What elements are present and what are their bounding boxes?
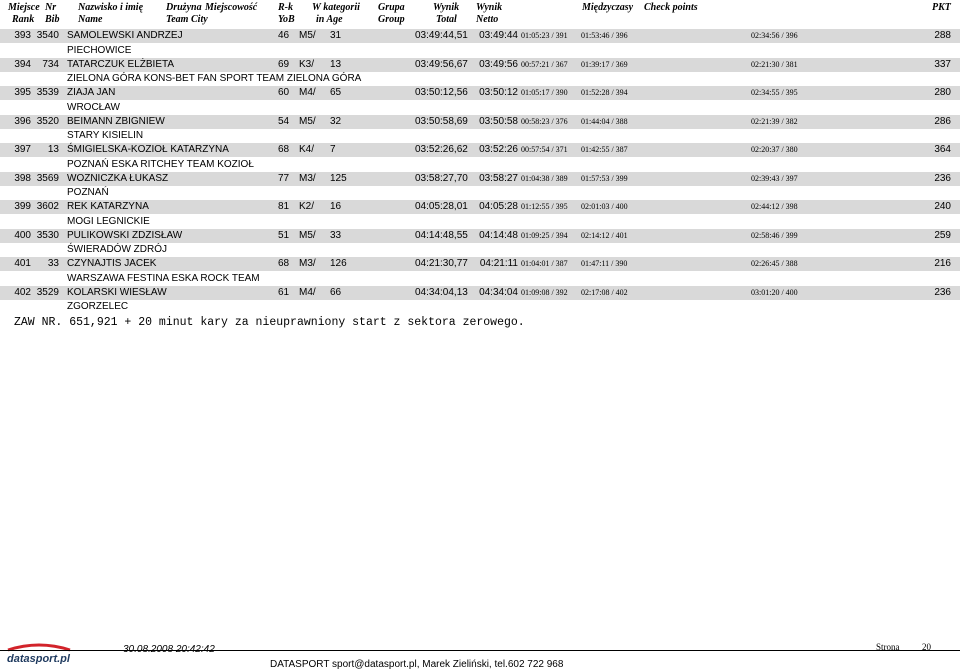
cell-bib: 3530 [36, 229, 59, 241]
results-header [0, 0, 960, 29]
cell-cat-place: 31 [330, 30, 342, 41]
cell-name: BEIMANN ZBIGNIEW [67, 115, 165, 127]
cell-cp2: 01:42:55 / 387 [581, 145, 628, 154]
cell-yob: 54 [278, 115, 290, 127]
table-row [0, 115, 960, 144]
cell-name: REK KATARZYNA [67, 201, 149, 212]
cell-yob: 77 [278, 172, 290, 184]
cell-cp3: 02:26:45 / 388 [751, 259, 798, 268]
cell-rank: 395 [14, 87, 31, 98]
header-miedzyczasy: Międzyczasy [582, 2, 634, 13]
team-line [0, 101, 960, 115]
cell-netto: 03:52:26 [479, 144, 518, 155]
team-line [0, 300, 960, 314]
cell-cat: M3/ [299, 258, 316, 269]
cell-cat-place: 33 [330, 229, 342, 241]
result-line [0, 143, 960, 157]
result-line [0, 86, 960, 100]
cell-team: PIECHOWICE [67, 44, 132, 56]
cell-total: 03:50:58,69 [415, 115, 468, 127]
cell-team: POZNAŃ [67, 187, 109, 198]
cell-bib: 33 [47, 258, 59, 269]
cell-cp2: 01:57:53 / 399 [581, 173, 628, 183]
header-grupa: Grupa [378, 2, 405, 13]
cell-name: SAMOLEWSKI ANDRZEJ [67, 30, 183, 41]
cell-bib: 3569 [36, 172, 59, 184]
cell-yob: 46 [278, 30, 290, 41]
cell-cp1: 00:57:21 / 367 [521, 59, 568, 69]
cell-bib: 3602 [36, 201, 59, 212]
cell-pkt: 236 [934, 286, 951, 298]
cell-total: 04:14:48,55 [415, 229, 468, 241]
cell-netto: 03:49:44 [479, 30, 518, 41]
cell-cat-place: 32 [330, 115, 342, 127]
result-line [0, 58, 960, 72]
cell-cat: K2/ [299, 201, 315, 212]
result-line [0, 29, 960, 43]
cell-total: 04:21:30,77 [415, 258, 468, 269]
cell-total: 03:50:12,56 [415, 87, 468, 98]
header-netto: Netto [476, 14, 499, 25]
team-line [0, 272, 960, 286]
cell-name: TATARCZUK ELŻBIETA [67, 58, 175, 70]
cell-cp1: 01:09:25 / 394 [521, 230, 568, 240]
cell-team: MOGI LEGNICKIE [67, 215, 150, 227]
cell-team: ZIELONA GÓRA KONS-BET FAN SPORT TEAM ZIELONA GÓRA [67, 73, 362, 84]
cell-cp1: 01:12:55 / 395 [521, 202, 568, 211]
cell-name: KOLARSKI WIESŁAW [67, 286, 167, 298]
team-line [0, 129, 960, 143]
cell-yob: 69 [278, 58, 290, 70]
cell-yob: 51 [278, 229, 290, 241]
cell-cat: M4/ [299, 87, 316, 98]
cell-rank: 400 [14, 229, 31, 241]
result-line [0, 115, 960, 129]
cell-total: 03:52:26,62 [415, 144, 468, 155]
cell-cp1: 01:04:38 / 389 [521, 173, 568, 183]
cell-pkt: 286 [934, 115, 951, 127]
header-rank: Rank [12, 14, 35, 25]
cell-cp2: 02:17:08 / 402 [581, 287, 628, 297]
cell-cat: K4/ [299, 144, 315, 155]
cell-cp3: 02:20:37 / 380 [751, 145, 798, 154]
header-rk: R-k [278, 2, 293, 13]
cell-bib: 3529 [36, 286, 59, 298]
header-bib: Bib [45, 14, 60, 25]
table-row [0, 286, 960, 315]
cell-cat: M4/ [299, 286, 316, 298]
header-pkt: PKT [932, 2, 951, 13]
cell-rank: 397 [14, 144, 31, 155]
results-table [0, 29, 960, 314]
cell-cat-place: 65 [330, 87, 342, 98]
cell-cp1: 01:05:17 / 390 [521, 88, 568, 97]
cell-yob: 81 [278, 201, 290, 212]
table-row [0, 172, 960, 201]
cell-yob: 60 [278, 87, 290, 98]
page-footer [0, 628, 960, 671]
cell-cat-place: 126 [330, 258, 347, 269]
cell-total: 03:49:44,51 [415, 30, 468, 41]
cell-bib: 3540 [36, 30, 59, 41]
cell-cp2: 01:44:04 / 388 [581, 116, 628, 126]
footer-rule [0, 650, 960, 651]
cell-total: 03:49:56,67 [415, 58, 468, 70]
result-line [0, 172, 960, 186]
cell-pkt: 288 [934, 30, 951, 41]
header-city: City [191, 14, 208, 25]
cell-team: STARY KISIELIN [67, 130, 144, 141]
logo-text: datasport.pl [7, 653, 70, 664]
cell-netto: 04:14:48 [479, 229, 518, 241]
cell-pkt: 216 [934, 258, 951, 269]
header-yob: YoB [278, 14, 295, 25]
cell-cat-place: 16 [330, 201, 342, 212]
cell-cp2: 02:14:12 / 401 [581, 230, 628, 240]
cell-bib: 13 [47, 144, 59, 155]
cell-team: POZNAŃ ESKA RITCHEY TEAM KOZIOŁ [67, 158, 254, 170]
cell-cp1: 00:58:23 / 376 [521, 116, 568, 126]
cell-pkt: 364 [934, 144, 951, 155]
cell-cat: M5/ [299, 115, 316, 127]
header-team: Team [166, 14, 189, 25]
cell-cp3: 02:34:55 / 395 [751, 88, 798, 97]
result-line [0, 229, 960, 243]
cell-bib: 734 [42, 58, 59, 70]
cell-rank: 401 [14, 258, 31, 269]
cell-pkt: 240 [934, 201, 951, 212]
cell-cp2: 02:01:03 / 400 [581, 202, 628, 211]
cell-name: PULIKOWSKI ZDZISŁAW [67, 229, 183, 241]
header-nr: Nr [45, 2, 57, 13]
cell-cp3: 02:39:43 / 397 [751, 173, 798, 183]
cell-cat-place: 66 [330, 286, 342, 298]
cell-rank: 396 [14, 115, 31, 127]
cell-netto: 03:50:58 [479, 115, 518, 127]
company-info: DATASPORT sport@datasport.pl, Marek Zieliński, tel.602 722 968 [270, 659, 564, 670]
team-line [0, 186, 960, 200]
cell-total: 04:05:28,01 [415, 201, 468, 212]
cell-cp3: 02:21:39 / 382 [751, 116, 798, 126]
header-wkat: W kategorii [312, 2, 360, 13]
cell-team: ZGORZELEC [67, 301, 129, 312]
cell-yob: 61 [278, 286, 290, 298]
cell-yob: 68 [278, 258, 290, 269]
cell-cp3: 02:34:56 / 396 [751, 31, 798, 40]
cell-pkt: 259 [934, 229, 951, 241]
table-row [0, 29, 960, 58]
cell-name: ŚMIGIELSKA-KOZIOŁ KATARZYNA [67, 144, 229, 155]
header-group: Group [378, 14, 405, 25]
cell-cat: M5/ [299, 229, 316, 241]
header-inage: in Age [316, 14, 343, 25]
cell-team: WARSZAWA FESTINA ESKA ROCK TEAM [67, 272, 260, 284]
cell-netto: 03:49:56 [479, 58, 518, 70]
table-row [0, 58, 960, 87]
cell-pkt: 236 [934, 172, 951, 184]
cell-cp1: 01:04:01 / 387 [521, 259, 568, 268]
page-number: 20 [922, 642, 931, 652]
cell-cat: M3/ [299, 172, 316, 184]
cell-bib: 3539 [36, 87, 59, 98]
result-line [0, 257, 960, 271]
header-wynik-total: Wynik [433, 2, 460, 13]
cell-cat-place: 125 [330, 172, 347, 184]
datasport-logo [6, 642, 72, 664]
cell-netto: 04:05:28 [479, 201, 518, 212]
table-row [0, 229, 960, 258]
cell-total: 04:34:04,13 [415, 286, 468, 298]
team-line [0, 243, 960, 257]
team-line [0, 72, 960, 86]
header-wynik-netto: Wynik [476, 2, 503, 13]
cell-rank: 402 [14, 286, 31, 298]
cell-name: CZYNAJTIS JACEK [67, 258, 157, 269]
cell-netto: 04:34:04 [479, 286, 518, 298]
header-miejsce: Miejsce [8, 2, 40, 13]
header-miejscowosc: Miejscowość [205, 2, 258, 13]
cell-cat: K3/ [299, 58, 315, 70]
cell-cp2: 01:39:17 / 369 [581, 59, 628, 69]
cell-netto: 03:58:27 [479, 172, 518, 184]
cell-cp3: 03:01:20 / 400 [751, 287, 798, 297]
cell-name: WOZNICZKA ŁUKASZ [67, 172, 169, 184]
cell-cp1: 00:57:54 / 371 [521, 145, 568, 154]
cell-pkt: 280 [934, 87, 951, 98]
header-druzyna: Drużyna [166, 2, 202, 13]
cell-netto: 04:21:11 [479, 258, 518, 269]
cell-pkt: 337 [934, 58, 951, 70]
cell-cat: M5/ [299, 30, 316, 41]
cell-team: ŚWIERADÓW ZDRÓJ [67, 244, 167, 255]
cell-rank: 399 [14, 201, 31, 212]
cell-cp1: 01:05:23 / 391 [521, 31, 568, 40]
table-row [0, 143, 960, 172]
team-line [0, 158, 960, 172]
cell-cp2: 01:47:11 / 390 [581, 259, 628, 268]
cell-bib: 3520 [36, 115, 59, 127]
result-line [0, 200, 960, 214]
footnote: ZAW NR. 651,921 + 20 minut kary za nieuprawniony start z sektora zerowego. [14, 316, 525, 329]
cell-cp2: 01:52:28 / 394 [581, 88, 628, 97]
result-line [0, 286, 960, 300]
table-row [0, 257, 960, 286]
cell-rank: 394 [14, 58, 31, 70]
table-row [0, 86, 960, 115]
cell-cp3: 02:58:46 / 399 [751, 230, 798, 240]
table-row [0, 200, 960, 229]
header-nazwisko: Nazwisko i imię [78, 2, 144, 13]
cell-total: 03:58:27,70 [415, 172, 468, 184]
page-label: Strona [876, 642, 900, 652]
cell-cat-place: 13 [330, 58, 342, 70]
header-checkpoints: Check points [644, 2, 698, 13]
cell-cp2: 01:53:46 / 396 [581, 31, 628, 40]
cell-name: ZIAJA JAN [67, 87, 116, 98]
cell-cp3: 02:21:30 / 381 [751, 59, 798, 69]
cell-cat-place: 7 [330, 144, 336, 155]
cell-cp1: 01:09:08 / 392 [521, 287, 568, 297]
cell-cp3: 02:44:12 / 398 [751, 202, 798, 211]
header-total: Total [436, 14, 457, 25]
header-name: Name [78, 14, 103, 25]
cell-team: WROCŁAW [67, 101, 120, 113]
cell-rank: 393 [14, 30, 31, 41]
cell-rank: 398 [14, 172, 31, 184]
cell-netto: 03:50:12 [479, 87, 518, 98]
team-line [0, 215, 960, 229]
cell-yob: 68 [278, 144, 290, 155]
team-line [0, 44, 960, 58]
